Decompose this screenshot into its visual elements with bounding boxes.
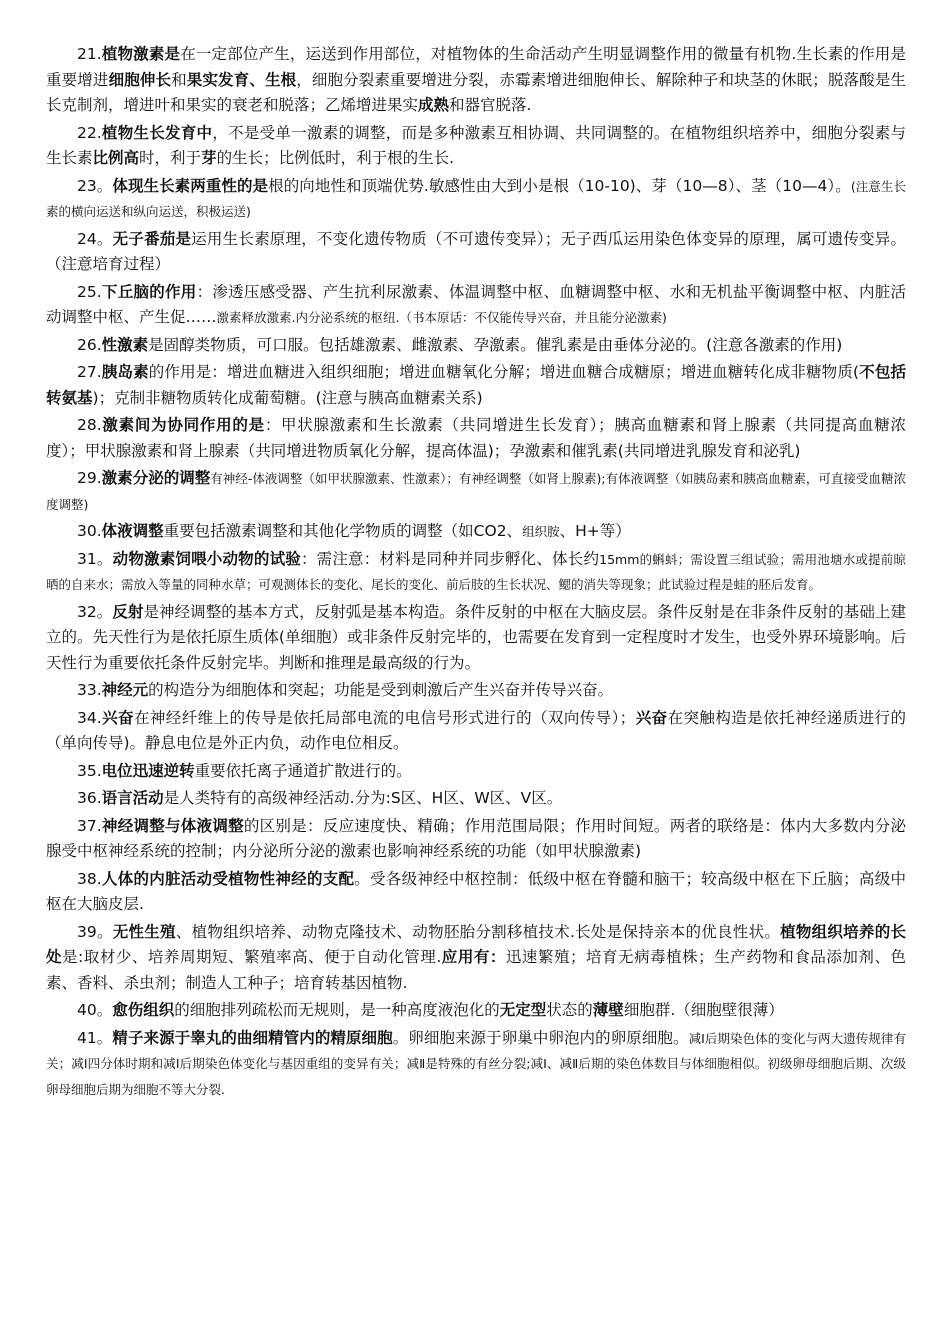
bold-term: 兴奋	[635, 708, 668, 727]
bold-term: 人体的内脏活动受植物性神经的支配	[101, 869, 355, 888]
text-segment: 和器官脱落.	[449, 96, 532, 114]
bold-term: 性激素	[101, 335, 149, 354]
bold-term: 植物组织培养的长处	[46, 922, 906, 966]
paragraph-27	[46, 360, 906, 411]
text-segment: 在一定部位产生，运送到作用部位，对植物体的生命活动产生明显调整作用的微量有机物.生长素的作用是重要增进	[46, 45, 906, 89]
bold-term: 成熟	[418, 96, 450, 114]
bold-term: 激素分泌的调整	[101, 469, 211, 487]
text-segment: 和	[171, 70, 187, 89]
text-segment: 重要包括激素调整和其他化学物质的调整（如CO2、	[163, 522, 523, 540]
bold-term: 薄壁	[592, 1001, 624, 1019]
bold-term: 果实发育、生根	[186, 70, 297, 89]
text-segment: 减Ⅰ后期染色体的变化与两大遗传规律有关；减Ⅰ四分体时期和减Ⅰ后期染色体变化与基因重组的变异有关；减Ⅱ是特殊的有丝分裂;减Ⅰ、减Ⅱ后期的染色体数目与体细胞相似。初级卵母细胞后期、次级卵母细胞后期为细胞不等大分裂.	[46, 1030, 906, 1097]
text-segment: 。受各级神经中枢控制：低级中枢在脊髓和脑干；较高级中枢在下丘脑；高级中枢在大脑皮层.	[46, 869, 906, 913]
paragraph-34	[46, 706, 906, 757]
paragraph-29	[46, 466, 906, 517]
text-segment: 状态的	[546, 1001, 593, 1019]
text-segment: 是:取材少、培养周期短、繁殖率高、便于自动化管理.	[62, 948, 442, 966]
text-segment: 的作用是：增进血糖进入组织细胞；增进血糖氧化分解；增进血糖合成糖原；增进血糖转化成非糖物质(	[148, 363, 860, 381]
text-segment: 36.	[77, 789, 102, 807]
paragraph-26	[46, 333, 906, 359]
text-segment: 有神经-体液调整（如甲状腺激素、性激素）；有神经调整（如肾上腺素);有体液调整（如胰岛素和胰高血糖素，可直接受血糖浓度调整)	[46, 471, 906, 512]
bold-term: 无性生殖	[112, 922, 176, 941]
text-segment: 30.	[77, 522, 102, 540]
bold-term: 无定型	[499, 1001, 547, 1019]
text-segment: 22.	[77, 123, 102, 142]
bold-term: 激素间为协同作用的是	[101, 416, 265, 434]
bold-term: 神经调整与体液调整	[101, 816, 244, 835]
text-segment: 40。	[77, 1001, 113, 1019]
text-segment: 26.	[77, 335, 102, 354]
text-segment: 的细胞排列疏松而无规则，是一种高度液泡化的	[174, 1001, 500, 1019]
text-segment: 25.	[77, 282, 102, 301]
text-segment: 38.	[77, 869, 102, 888]
bold-term: 电位迅速逆转	[101, 761, 195, 780]
text-segment: 根的向地性和顶端优势.敏感性由大到小是根（10-10)、芽（10—8）、茎（10—4）。	[268, 176, 851, 195]
text-segment: 的区别是：反应速度快、精确；作用范围局限；作用时间短。两者的联络是：体内大多数内分泌腺受中枢神经系统的控制；内分泌所分泌的激素也影响神经系统的功能（如甲状腺激素)	[46, 816, 906, 860]
text-segment: 运用生长素原理，不变化遗传物质（不可遗传变异）；无子西瓜运用染色体变异的原理，属可遗传变异。（注意培育过程）	[46, 229, 906, 273]
text-segment: 33.	[77, 681, 102, 699]
bold-term: 体现生长素两重性的是	[112, 176, 269, 195]
text-segment: 是人类特有的高级神经活动.分为:S区、H区、W区、V区。	[163, 789, 563, 807]
text-segment: 27.	[77, 363, 102, 381]
text-segment: 、植物组织培养、动物克隆技术、动物胚胎分割移植技术.长处是保持亲本的优良性状。	[175, 922, 781, 941]
text-segment: 32。	[77, 602, 113, 621]
paragraph-30	[46, 519, 906, 545]
paragraph-22	[46, 121, 906, 172]
paragraph-31	[46, 547, 906, 598]
bold-term: 无子番茄是	[112, 229, 192, 248]
bold-term: 精子来源于睾丸的曲细精管内的精原细胞	[112, 1028, 393, 1047]
bold-term: 植物生长发育中	[101, 123, 213, 142]
paragraph-25	[46, 280, 906, 331]
paragraph-24	[46, 227, 906, 278]
text-segment: ：甲状腺激素和生长激素（共同增进生长发育）；胰高血糖素和肾上腺素（共同提高血糖浓度）；甲状腺激素和肾上腺素（共同增进物质氧化分解，提高体温)；孕激素和催乳素(共同增进乳腺发育和泌乳)	[46, 416, 906, 460]
text-segment: 在突触构造是依托神经递质进行的（单向传导)。静息电位是外正内负，动作电位相反。	[46, 708, 906, 752]
text-segment: 迅速繁殖；培育无病毒植株；生产药物和食品添加剂、色素、香料、杀虫剂；制造人工种子；培育转基因植物.	[46, 948, 906, 992]
paragraph-37	[46, 814, 906, 865]
bold-term: 语言活动	[101, 789, 164, 807]
text-segment: 。卵细胞来源于卵巢中卵泡内的卵原细胞。	[392, 1028, 689, 1047]
text-segment: 时，利于	[139, 149, 202, 167]
text-segment: 37.	[77, 816, 102, 835]
bold-term: 不包括转氨基	[46, 363, 906, 407]
text-segment: 35.	[77, 761, 102, 780]
paragraph-39	[46, 920, 906, 997]
text-segment: 的生长；比例低时，利于根的生长.	[216, 149, 454, 167]
text-segment: 21.	[77, 45, 102, 63]
text-segment: 23。	[77, 176, 113, 195]
text-segment: 组织胺	[522, 524, 560, 539]
bold-term: 应用有：	[441, 948, 506, 966]
text-segment: 细胞群.（细胞壁很薄）	[623, 1001, 784, 1019]
text-segment: 是固醇类物质，可口服。包括雄激素、雌激素、孕激素。催乳素是由垂体分泌的。(注意各激素的作用)	[148, 335, 843, 354]
bold-term: 下丘脑的作用	[101, 282, 197, 301]
text-segment: )；克制非糖物质转化成葡萄糖。(注意与胰高血糖素关系)	[92, 388, 483, 407]
text-segment: (注意生长素的横向运送和纵向运送，积极运送)	[46, 178, 906, 219]
text-segment: 15mm的蝌蚪；需设置三组试验；需用池塘水或提前晾晒的自来水；需放入等量的同种水草；可观测体长的变化、尾长的变化、前后肢的生长状况、鳃的消失等现象；此试验过程是蛙的胚后发育。	[46, 551, 906, 592]
bold-term: 细胞伸长	[108, 70, 172, 89]
text-segment: ：需注意：材料是同种并同步孵化、体长约	[300, 549, 600, 568]
paragraph-36	[46, 786, 906, 812]
text-segment: 39。	[77, 922, 113, 941]
bold-term: 芽	[201, 149, 217, 167]
bold-term: 植物激素是	[101, 45, 181, 63]
bold-term: 反射	[112, 602, 144, 621]
bold-term: 体液调整	[101, 522, 164, 540]
bold-term: 比例高	[92, 149, 140, 167]
bold-term: 愈伤组织	[112, 1001, 175, 1019]
text-segment: ，细胞分裂素重要增进分裂，赤霉素增进细胞伸长、解除种子和块茎的休眠；脱落酸是生长克制剂，增进叶和果实的衰老和脱落；乙烯增进果实	[46, 70, 906, 114]
text-segment: 的构造分为细胞体和突起；功能是受到刺激后产生兴奋并传导兴奋。	[148, 681, 614, 699]
text-segment: 34.	[77, 708, 102, 727]
bold-term: 动物激素饲喂小动物的试验	[112, 549, 301, 568]
paragraph-32	[46, 600, 906, 677]
paragraph-35	[46, 759, 906, 785]
text-segment: ，不是受单一激素的调整，而是多种激素互相协调、共同调整的。在植物组织培养中，细胞分裂素与生长素	[46, 123, 906, 167]
text-segment: 28.	[77, 416, 102, 434]
text-segment: 、H+等）	[559, 522, 631, 540]
bold-term: 兴奋	[101, 708, 134, 727]
paragraph-33	[46, 678, 906, 704]
text-segment: 在神经纤维上的传导是依托局部电流的电信号形式进行的（双向传导）；	[133, 708, 636, 727]
text-segment: ：渗透压感受器、产生抗利尿激素、体温调整中枢、血糖调整中枢、水和无机盐平衡调整中枢、内脏活动调整中枢、产生促……	[46, 282, 906, 326]
bold-term: 胰岛素	[101, 363, 149, 381]
paragraph-38	[46, 867, 906, 918]
text-segment: 激素释放激素.内分泌系统的枢纽.（书本原话：不仅能传导兴奋，并且能分泌激素)	[216, 310, 667, 325]
bold-term: 神经元	[101, 681, 149, 699]
text-segment: 29.	[77, 469, 102, 487]
text-segment: 重要依托离子通道扩散进行的。	[194, 761, 412, 780]
paragraph-23	[46, 174, 906, 225]
paragraph-41	[46, 1026, 906, 1103]
text-segment: 是神经调整的基本方式，反射弧是基本构造。条件反射的中枢在大脑皮层。条件反射是在非条件反射的基础上建立的。先天性行为是依托原生质体(单细胞）或非条件反射完毕的，也需要在发育到一定程度时才发生，也受外界环境影响。后天性行为重要依托条件反射完毕。判断和推理是最高级的行为。	[46, 602, 906, 672]
paragraph-21	[46, 42, 906, 119]
paragraph-28	[46, 413, 906, 464]
text-segment: 24。	[77, 229, 113, 248]
text-segment: 41。	[77, 1028, 113, 1047]
paragraph-40	[46, 998, 906, 1024]
text-segment: 31。	[77, 549, 113, 568]
